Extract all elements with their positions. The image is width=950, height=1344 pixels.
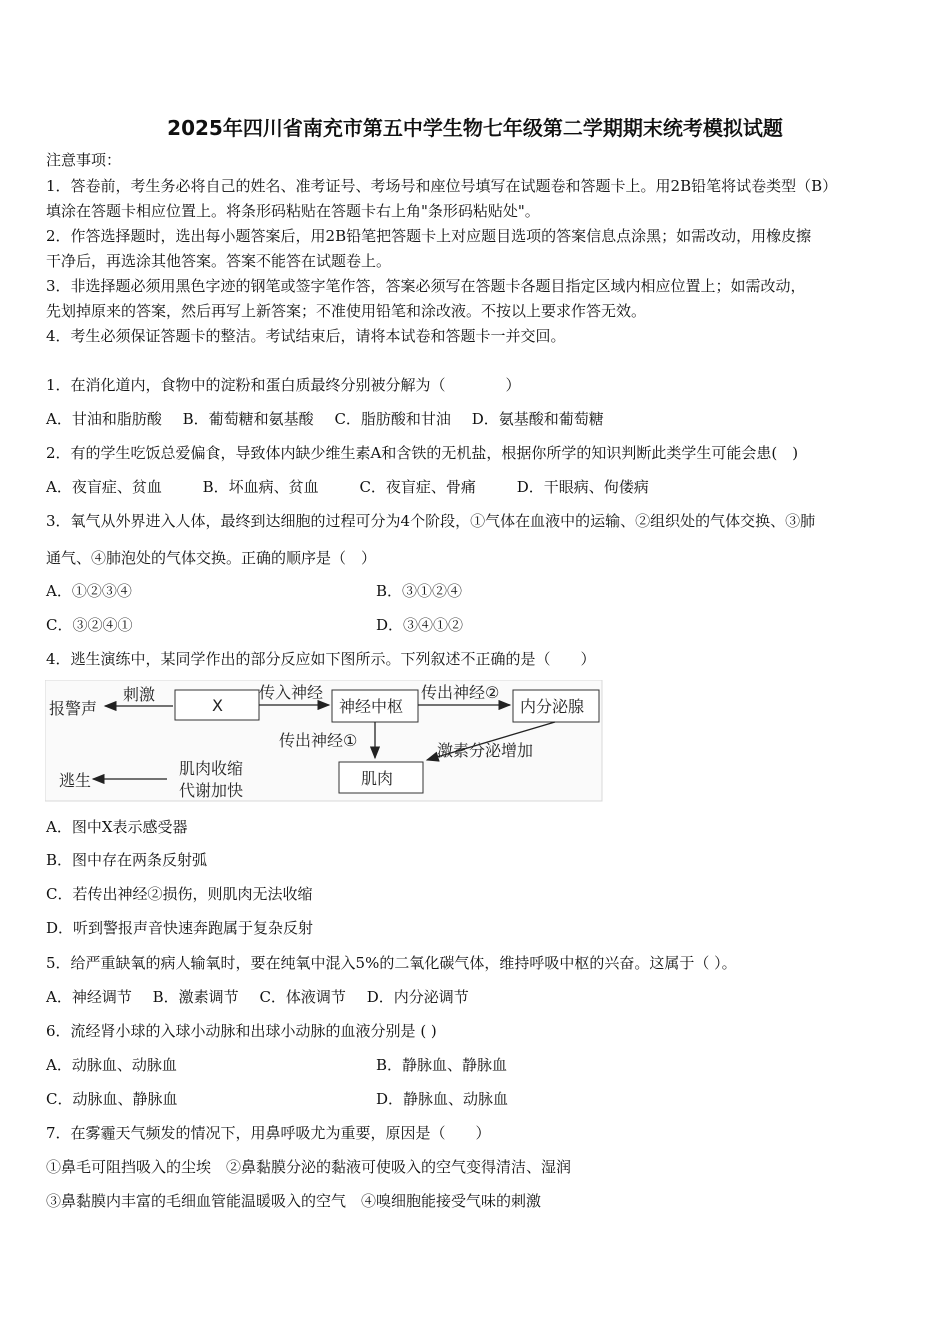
option-b[interactable]: B．葡萄糖和氨基酸	[182, 410, 314, 428]
option-d[interactable]: D．干眼病、佝偻病	[516, 478, 649, 496]
question-6-stem: 6．流经肾小球的入球小动脉和出球小动脉的血液分别是 ( )	[46, 1022, 437, 1040]
option-c[interactable]: C．体液调节	[259, 988, 346, 1006]
question-2-stem: 2．有的学生吃饭总爱偏食，导致体内缺少维生素A和含铁的无机盐，根据你所学的知识判断此类学生可能会患( )	[46, 444, 799, 462]
notice-line: 2．作答选择题时，选出每小题答案后，用2B铅笔把答题卡上对应题目选项的答案信息点涂黑；如需改动，用橡皮擦	[46, 227, 812, 245]
notice-heading: 注意事项：	[46, 151, 122, 169]
contract-label-1: 肌肉收缩	[179, 759, 244, 778]
option-b[interactable]: B．激素调节	[152, 988, 239, 1006]
option-a[interactable]: A．图中X表示感受器	[46, 818, 188, 836]
notice-line: 3．非选择题必须用黑色字迹的钢笔或签字笔作答，答案必须写在答题卡各题目指定区域内相应位置上；如需改动，	[46, 277, 806, 295]
contract-label-2: 代谢加快	[179, 781, 244, 800]
notice-line: 干净后，再选涂其他答案。答案不能答在试题卷上。	[46, 252, 392, 270]
notice-line: 先划掉原来的答案，然后再写上新答案；不准使用铅笔和涂改液。不按以上要求作答无效。	[46, 302, 647, 320]
question-7-stem: 7．在雾霾天气频发的情况下，用鼻呼吸尤为重要，原因是（ ）	[46, 1124, 491, 1142]
question-3-stem-line2: 通气、④肺泡处的气体交换。正确的顺序是（ ）	[46, 549, 377, 567]
option-b[interactable]: B．图中存在两条反射弧	[46, 851, 208, 869]
efferent2-label: 传出神经②	[421, 683, 500, 702]
alarm-label: 报警声	[49, 699, 98, 718]
question-4-stem: 4．逃生演练中，某同学作出的部分反应如下图所示。下列叙述不正确的是（ ）	[46, 650, 596, 668]
option-a[interactable]: A．夜盲症、贫血	[46, 478, 162, 496]
option-d[interactable]: D．静脉血、动脉血	[376, 1090, 509, 1108]
option-c[interactable]: C．若传出神经②损伤，则肌肉无法收缩	[46, 885, 313, 903]
option-d[interactable]: D．③④①②	[376, 616, 464, 634]
page-title: 2025年四川省南充市第五中学生物七年级第二学期期末统考模拟试题	[167, 116, 783, 140]
notice-line: 4．考生必须保证答题卡的整洁。考试结束后，请将本试卷和答题卡一并交回。	[46, 327, 566, 345]
option-d[interactable]: D．氨基酸和葡萄糖	[471, 410, 604, 428]
option-a[interactable]: A．甘油和脂肪酸	[46, 410, 162, 428]
option-a[interactable]: A．神经调节	[46, 988, 132, 1006]
gland-label: 内分泌腺	[520, 697, 585, 716]
receptor-label: X	[212, 696, 223, 715]
afferent-label: 传入神经	[259, 683, 324, 702]
option-d[interactable]: D．听到警报声音快速奔跑属于复杂反射	[46, 919, 314, 937]
option-b[interactable]: B．静脉血、静脉血	[376, 1056, 508, 1074]
notice-line: 1．答卷前，考生务必将自己的姓名、准考证号、考场号和座位号填写在试题卷和答题卡上。用2B铅笔将试卷类型（B）	[46, 177, 838, 195]
stimulus-label: 刺激	[123, 685, 156, 704]
escape-label: 逃生	[59, 771, 92, 790]
option-c[interactable]: C．③②④①	[46, 616, 133, 634]
question-7-line2: ③鼻黏膜内丰富的毛细血管能温暖吸入的空气 ④嗅细胞能接受气味的刺激	[46, 1192, 542, 1210]
question-1-options	[46, 409, 604, 429]
question-1-stem: 1．在消化道内，食物中的淀粉和蛋白质最终分别被分解为（ ）	[46, 376, 521, 394]
option-c[interactable]: C．脂肪酸和甘油	[334, 410, 451, 428]
question-5-stem: 5．给严重缺氧的病人输氧时，要在纯氧中混入5%的二氧化碳气体，维持呼吸中枢的兴奋。这属于（ ）。	[46, 954, 737, 972]
efferent1-label: 传出神经①	[279, 731, 358, 750]
reflex-diagram	[45, 680, 603, 802]
hormone-label: 激素分泌增加	[437, 741, 534, 760]
option-b[interactable]: B．坏血病、贫血	[202, 478, 319, 496]
option-b[interactable]: B．③①②④	[376, 582, 463, 600]
option-a[interactable]: A．动脉血、动脉血	[46, 1056, 177, 1074]
question-2-options	[46, 477, 649, 497]
question-5-options	[46, 987, 469, 1007]
notice-line: 填涂在答题卡相应位置上。将条形码粘贴在答题卡右上角"条形码粘贴处"。	[46, 202, 540, 220]
option-c[interactable]: C．动脉血、静脉血	[46, 1090, 178, 1108]
option-d[interactable]: D．内分泌调节	[366, 988, 469, 1006]
question-7-line1: ①鼻毛可阻挡吸入的尘埃 ②鼻黏膜分泌的黏液可使吸入的空气变得清洁、湿润	[46, 1158, 572, 1176]
question-3-stem-line1: 3．氧气从外界进入人体，最终到达细胞的过程可分为4个阶段，①气体在血液中的运输、②组织处的气体交换、③肺	[46, 512, 816, 530]
option-c[interactable]: C．夜盲症、骨痛	[359, 478, 476, 496]
muscle-label: 肌肉	[361, 769, 394, 788]
center-label: 神经中枢	[339, 697, 404, 716]
option-a[interactable]: A．①②③④	[46, 582, 132, 600]
